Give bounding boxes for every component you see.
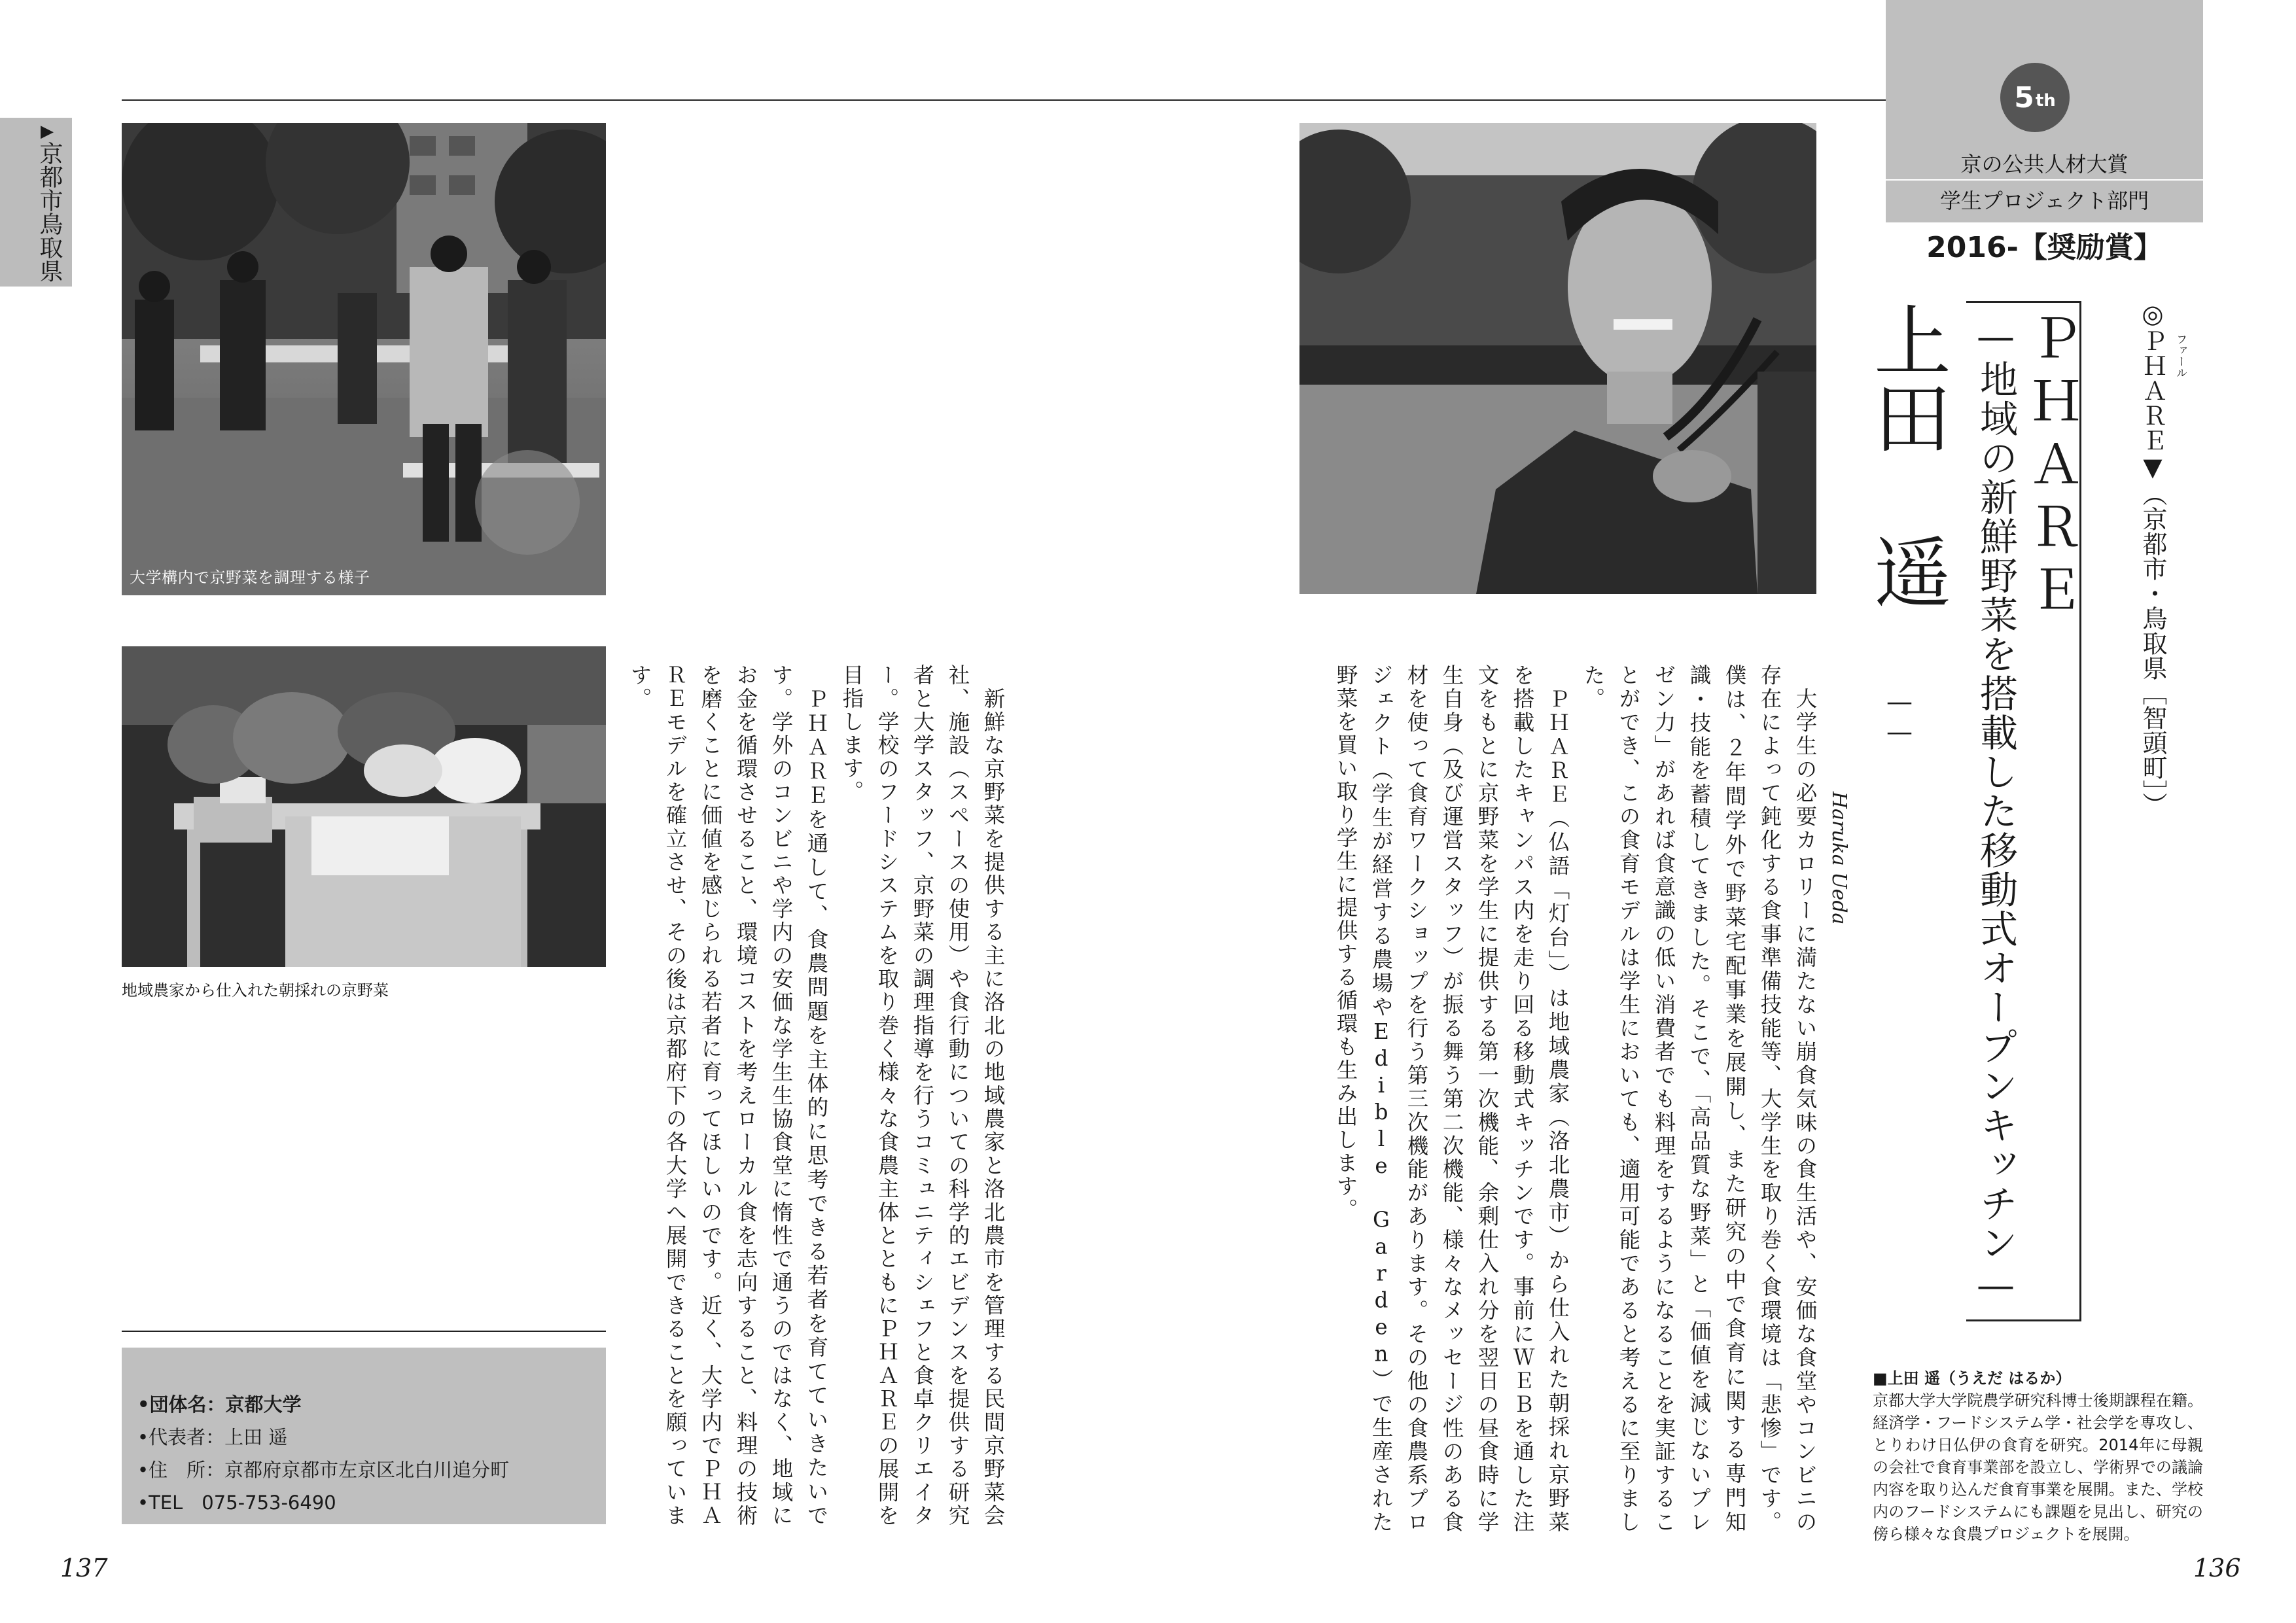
cooking-photo — [122, 123, 606, 595]
award-divider-1 — [1886, 179, 2203, 181]
triangle-right-icon: ▶ — [41, 122, 54, 141]
person-romaji: Haruka Ueda — [1828, 792, 1850, 925]
organization-info-box — [122, 1348, 606, 1524]
org-tag-name: ＰＨＡＲＥ — [2138, 328, 2167, 453]
org-tag-location: ▼（京都市・鳥取県［智頭町］） — [2138, 453, 2167, 817]
org-address: •住 所：京都府京都市左京区北白川追分町 — [137, 1459, 510, 1481]
award-line-2: 学生プロジェクト部門 — [1939, 188, 2149, 213]
person-name-dash: —— — [1884, 687, 1915, 747]
right-body-text — [1299, 664, 1823, 1534]
headline-main: ＰＨＡＲＥ — [2021, 311, 2083, 625]
page-number-left: 137 — [60, 1554, 108, 1582]
region-tab — [0, 118, 72, 287]
rank-badge — [2000, 63, 2070, 132]
org-name: •団体名：京都大学 — [137, 1393, 302, 1416]
page-number-right: 136 — [2193, 1554, 2241, 1582]
portrait-photo-image — [1299, 123, 1816, 594]
portrait-photo — [1299, 123, 1816, 594]
region-tab-line-2: 鳥取県 — [36, 212, 63, 283]
left-body-text — [627, 664, 1011, 1527]
headline-subtitle: —地域の新鮮野菜を搭載した移動式オープンキッチン— — [1973, 314, 2018, 1308]
person-name-text: 上田 遥 — [1861, 301, 1951, 610]
info-box-rule — [122, 1331, 606, 1332]
person-name — [1863, 301, 1949, 667]
vegetables-photo-image — [122, 646, 606, 967]
right-paragraph-1: 大学生の必要カロリーに満たない崩食気味の食生活や、安価な食堂やコンビニの存在によって鈍化する食事準備技能等、大学生を取り巻く食環境は「悲惨」です。僕は、２年間学外で野菜宅配事業を展開し、また研究の中で食育に関する専門知識・技能を蓄積してきました。そこで、「高品質な野菜」と「価値を減じないプレゼン力」があれば食意識の低い消費者でも料理をするようになることを実証することができ、この食育モデルは学生においても、適用可能であると考えるに至りました。 — [1581, 664, 1818, 1535]
org-tag-ruby: ファール — [2174, 334, 2187, 378]
org-representative: •代表者：上田 遥 — [137, 1426, 288, 1448]
rank-number: 5 — [2014, 80, 2034, 114]
profile-heading: ■上田 遥（うえだ はるか） — [1873, 1369, 2072, 1387]
left-paragraph-2: ＰＨＡＲＥを通して、食農問題を主体的に思考できる若者を育てていきたいです。学外のコンビニや学内の安価な学生生協食堂に惰性で通うのではなく、地域にお金を循環させること、環境コストを考えローカル食を志向すること、料理の技術を磨くことに価値を感じられる若者に育ってほしいのです。近く、大学内でＰＨＡＲＥモデルを確立させ、その後は京都府下の各大学へ展開できることを願っています。 — [627, 664, 829, 1527]
headline-bracket-top — [1966, 301, 2081, 303]
vegetables-photo-caption: 地域農家から仕入れた朝採れの京野菜 — [122, 981, 389, 1000]
vegetables-photo — [122, 646, 606, 967]
org-tel: •TEL 075-753-6490 — [137, 1492, 336, 1514]
org-tag-prefix: ◎ — [2138, 300, 2167, 328]
rank-suffix: th — [2035, 91, 2056, 111]
left-paragraph-1: 新鮮な京野菜を提供する主に洛北の地域農家と洛北農市を管理する民間京野菜会社、施設（スペースの使用）や食行動についての科学的エビデンスを提供する研究者と大学スタッフ、京野菜の調理指導を行うコミュニティシェフと食卓クリエイター。学校のフードシステムを取り巻く様々な食農主体とともにＰＨＡＲＥの展開を目指します。 — [839, 664, 1006, 1527]
top-rule — [122, 99, 1888, 101]
org-tag — [2138, 300, 2167, 817]
region-tab-label — [37, 141, 62, 285]
headline-bracket-bottom — [1966, 1319, 2081, 1321]
cooking-photo-image — [122, 123, 606, 595]
award-year: 2016-【奨励賞】 — [1926, 231, 2163, 264]
region-tab-line-1: 京都市 — [36, 141, 63, 212]
right-paragraph-2: ＰＨＡＲＥ（仏語「灯台」）は地域農家（洛北農市）から仕入れた朝採れ京野菜を搭載したキャンパス内を走り回る移動式キッチンです。事前にＷＥＢを通した注文をもとに京野菜を学生に提供する第一次機能、余剰仕入れ分を翌日の昼食時に学生自身（及び運営スタッフ）が振る舞う第二次機能、様々なメッセージ性のある食材を使って食育ワークショップを行う第三次機能があります。その他の食農系プロジェクト（学生が経営する農場やEdible Garden）で生産された野菜を買い取り学生に提供する循環も生み出します。 — [1333, 664, 1570, 1535]
author-profile — [1873, 1367, 2203, 1545]
award-line-1: 京の公共人材大賞 — [1960, 152, 2128, 177]
cooking-photo-caption: 大学構内で京野菜を調理する様子 — [130, 568, 370, 587]
profile-text: 京都大学大学院農学研究科博士後期課程在籍。経済学・フードシステム学・社会学を専攻し、とりわけ日仏伊の食育を研究。2014年に母親の会社で食育事業部を設立し、学術界での議論内容を取り込んだ食育事業を展開。また、学校内のフードシステムにも課題を見出し、研究の傍ら様々な食農プロジェクトを展開。 — [1873, 1391, 2203, 1543]
